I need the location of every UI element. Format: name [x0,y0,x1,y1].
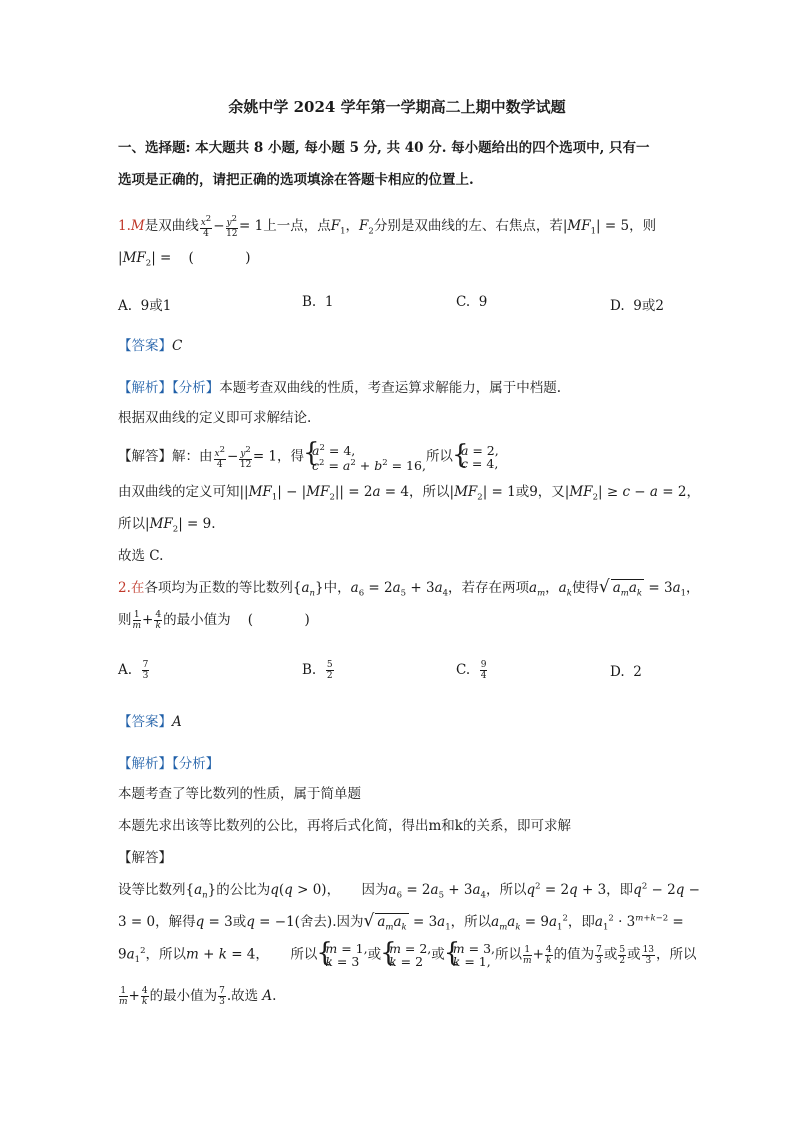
question-2-solution-line-2: 3 = 0，解得q = 3或q = −1(舍去).因为√ $a_ma_k = 3a_1$，所以$a_ma_k = 9a_1^2$，即$a_1^2 \cdot 3^{m+k-2}$ = [118,911,684,933]
question-2-answer: 【答案】A [118,714,182,730]
question-1-solution-line-3: 所以$|MF_2| = 9$. [118,516,216,535]
question-2-option-c[interactable]: C. $\frac{9}{4}$ [456,660,487,681]
question-2-stem: 2.在各项均为正数的等比数列$\{a_n\}$中，$a_6 = 2a_5 + 3a_4$，若存在两项$a_m$，$a_k$使得√ $a_ma_k = 3a_1$， [118,577,700,599]
question-2-option-d[interactable]: D. 2 [610,664,642,680]
question-1-solution: 【解答】解：由 $\frac{x^2}{4}$ − $\frac{y^2}{12}$ = 1，得 { $a^2 = 4$, $c^2 = a^2 + b^2 = 16$, 所以 { a = 2, c = 4, [118,442,499,472]
question-2-option-b[interactable]: B. $\frac{5}{2}$ [302,660,333,681]
question-2-analysis-line-1: 本题考查了等比数列的性质，属于简单题 [118,786,361,802]
question-2-solution-line-1: 设等比数列$\{a_n\}$的公比为q(q > 0)， 因为$a_6 = 2a_5 + 3a_4$，所以$q^2 = 2q + 3$，即$q^2 - 2q$ − [118,881,700,901]
question-2-analysis-tag: 【解析】【分析】 [118,756,220,772]
section-instructions-line-2: 选项是正确的，请把正确的选项填涂在答题卡相应的位置上. [118,172,474,188]
question-2-number: 2. [118,580,131,596]
question-1-option-b[interactable]: B. 1 [302,294,334,310]
page-title: 余姚中学 2024 学年第一学期高二上期中数学试题 [228,98,566,116]
question-1-option-a[interactable]: A. 9或1 [118,298,172,314]
question-1-solution-line-2: 由双曲线的定义可知$||MF_1| - |MF_2|| = 2a = 4$，所以$|MF_2| = 1$或9，又$|MF_2| \ge c - a = 2$， [118,484,700,503]
question-2-solution-tag: 【解答】 [118,850,172,866]
question-1-analysis: 【解析】【分析】本题考查双曲线的性质，考查运算求解能力，属于中档题. [118,380,562,396]
question-2-analysis-line-2: 本题先求出该等比数列的公比，再将后式化简，得出m和k的关系，即可求解 [118,818,571,834]
question-1-analysis-line-2: 根据双曲线的定义即可求解结论. [118,410,312,426]
question-1-option-c[interactable]: C. 9 [456,294,488,310]
question-1-option-d[interactable]: D. 9或2 [610,298,664,314]
question-1-stem-line-2: $|MF_2|$ = ( ) [118,250,251,269]
question-2-option-a[interactable]: A. $\frac{7}{3}$ [118,660,149,681]
question-1-number: 1. [118,218,131,234]
question-2-stem-line-2: 则 $\frac{1}{m}$ + $\frac{4}{k}$ 的最小值为 ( ) [118,610,310,631]
question-2-solution-line-4: $\frac{1}{m}$ + $\frac{4}{k}$ 的最小值为 $\frac{7}{3}$ .故选 A. [119,986,277,1007]
section-instructions-line-1: 一、选择题: 本大题共 8 小题, 每小题 5 分, 共 40 分. 每小题给出的四个选项中, 只有一 [118,140,650,156]
question-1-conclusion: 故选 C. [118,548,164,564]
question-2-solution-line-3: $9a_1^2$，所以m + k = 4， 所以 { m = 1, k = 3 或 { m = 2, k = 2 或 { m = 3, k = 1, 所以 $\frac{1}{m}$ + $\frac{4}{k}$ 的值为 $\frac{7}{3}$ 或 $\frac{5}{2}$ 或 $\frac{13}{3}$ ，所以 [118,942,697,968]
question-1-stem: 1.M是双曲线 $\frac{x^2}{4}$ − $\frac{y^2}{12}$ = 1上一点，点$F_1$，$F_2$分别是双曲线的左、右焦点，若$|MF_1| = 5$，则 [118,214,657,239]
question-1-answer: 【答案】C [118,338,183,354]
